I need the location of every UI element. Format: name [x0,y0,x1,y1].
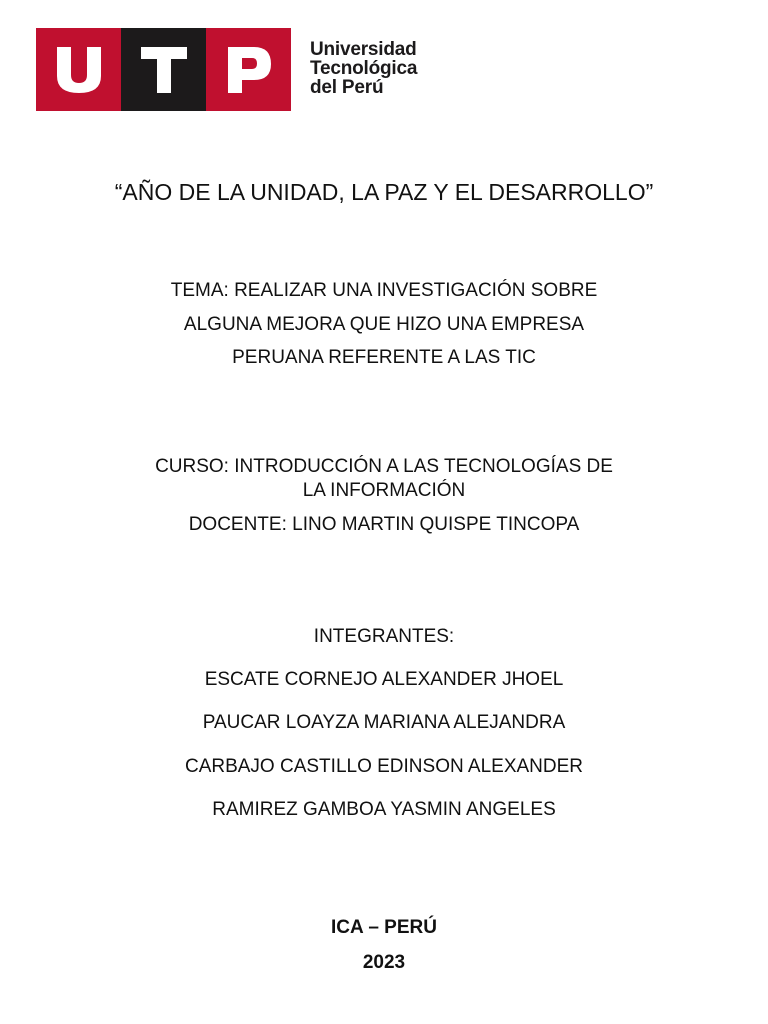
curso-line-1: CURSO: INTRODUCCIÓN A LAS TECNOLOGÍAS DE [155,456,613,477]
member-4: RAMIREZ GAMBOA YASMIN ANGELES [212,799,556,820]
logo-name-line-2: Tecnológica [310,58,418,79]
logo-letter-p [223,45,275,95]
logo-letter-u [53,45,105,95]
logo-block-u [36,28,121,111]
utp-logo [36,28,428,111]
integrantes-heading: INTEGRANTES: [313,626,455,647]
tema-line-3: PERUANA REFERENTE A LAS TIC [232,347,536,368]
logo-letter-t [138,45,190,95]
member-3: CARBAJO CASTILLO EDINSON ALEXANDER [184,756,584,777]
docente-line: DOCENTE: LINO MARTIN QUISPE TINCOPA [188,514,580,535]
logo-block-t [121,28,206,111]
year: 2023 [362,952,406,973]
location: ICA – PERÚ [331,917,437,938]
logo-name-line-3: del Perú [310,77,384,98]
member-2: PAUCAR LOAYZA MARIANA ALEJANDRA [202,712,566,733]
year-motto: “AÑO DE LA UNIDAD, LA PAZ Y EL DESARROLLO” [114,179,654,205]
logo-letter-blocks [36,28,291,111]
tema-line-1: TEMA: REALIZAR UNA INVESTIGACIÓN SOBRE [170,280,598,301]
curso-line-2: LA INFORMACIÓN [302,480,466,501]
tema-line-2: ALGUNA MEJORA QUE HIZO UNA EMPRESA [183,314,585,335]
member-1: ESCATE CORNEJO ALEXANDER JHOEL [204,669,564,690]
logo-name-line-1: Universidad [310,39,417,60]
logo-university-name [310,40,417,97]
logo-block-p [206,28,291,111]
